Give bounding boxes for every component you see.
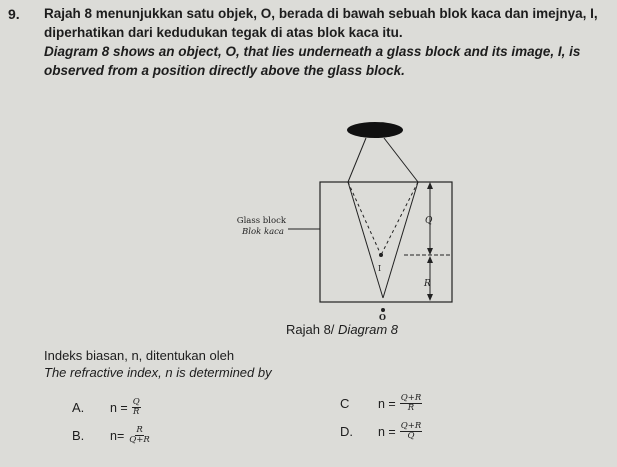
caption-ms: Rajah 8/	[286, 322, 335, 337]
fraction-denominator: Q	[407, 431, 415, 442]
option-lhs: n =	[378, 424, 396, 439]
option-fraction	[132, 398, 141, 418]
fraction-denominator: Q+R	[129, 435, 150, 446]
fraction-denominator: R	[133, 407, 140, 418]
r-arrow-down	[427, 294, 433, 301]
glass-block-label-en: Glass block	[236, 216, 286, 226]
option-d[interactable]	[340, 422, 422, 442]
ray-right-glass	[383, 182, 418, 298]
instruction-ms: Indeks biasan, n, ditentukan oleh	[44, 348, 235, 363]
r-arrow-up	[427, 256, 433, 263]
option-lhs: n=	[110, 428, 125, 443]
fraction-numerator: Q	[132, 397, 140, 407]
option-letter: B.	[72, 428, 85, 444]
caption-en: Diagram 8	[338, 322, 399, 337]
fraction-denominator: R	[407, 403, 415, 414]
option-a[interactable]	[72, 398, 141, 418]
option-fraction	[400, 422, 423, 442]
option-letter: D.	[340, 424, 353, 440]
glass-block	[320, 182, 452, 302]
fraction-numerator: R	[136, 425, 143, 435]
option-letter: A.	[72, 400, 85, 416]
image-point	[379, 253, 383, 257]
label-r: R	[424, 279, 431, 289]
ray-left-virtual	[348, 182, 381, 255]
ray-left-glass	[348, 182, 383, 298]
question-number: 9.	[8, 6, 20, 22]
diagram-8	[200, 100, 470, 322]
question-text-ms-2: diperhatikan dari kedudukan tegak di atas blok kaca itu.	[44, 25, 403, 40]
label-o: O	[379, 312, 386, 322]
option-fraction	[128, 426, 151, 446]
question-text-ms-1: Rajah 8 menunjukkan satu objek, O, berada di bawah sebuah blok kaca dan imejnya, I,	[44, 6, 598, 21]
option-fraction	[400, 394, 423, 414]
q-arrow-down	[427, 248, 433, 255]
option-lhs: n =	[378, 396, 396, 411]
eye-icon	[347, 122, 403, 138]
option-b[interactable]	[72, 426, 151, 446]
label-q: Q	[425, 216, 433, 226]
ray-left-air	[348, 138, 366, 182]
q-arrow-up	[427, 182, 433, 189]
fraction-numerator: Q+R	[400, 421, 422, 431]
option-c[interactable]	[340, 394, 422, 414]
instruction-en: The refractive index, n is determined by	[44, 365, 272, 380]
ray-right-air	[384, 138, 418, 182]
option-lhs: n =	[110, 400, 128, 415]
label-i: I	[378, 264, 382, 273]
question-text-en-1: Diagram 8 shows an object, O, that lies underneath a glass block and its image, I, is	[44, 44, 581, 59]
glass-block-label-ms: Blok kaca	[242, 227, 284, 237]
option-letter: C	[340, 396, 350, 412]
fraction-numerator: Q+R	[400, 393, 422, 403]
diagram-caption	[286, 322, 398, 337]
question-text-en-2: observed from a position directly above the glass block.	[44, 63, 405, 78]
